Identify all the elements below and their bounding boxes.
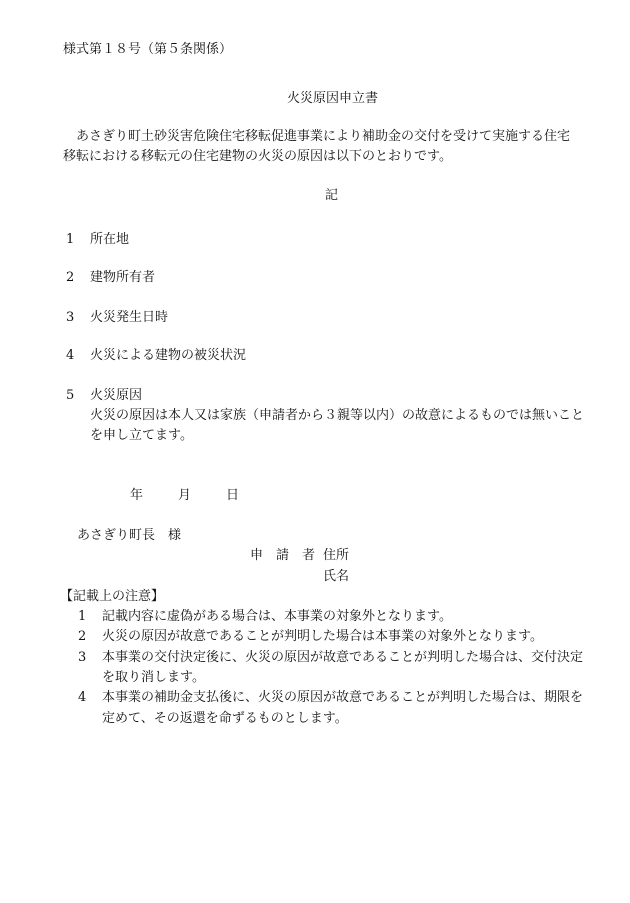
notes-heading: 【記載上の注意】 bbox=[60, 589, 165, 604]
document-title: 火災原因申立書 bbox=[287, 91, 379, 106]
form-number: 様式第１８号（第５条関係） bbox=[63, 42, 233, 57]
ki-label: 記 bbox=[325, 188, 339, 203]
addressee: あさぎり町長 様 bbox=[77, 528, 182, 543]
